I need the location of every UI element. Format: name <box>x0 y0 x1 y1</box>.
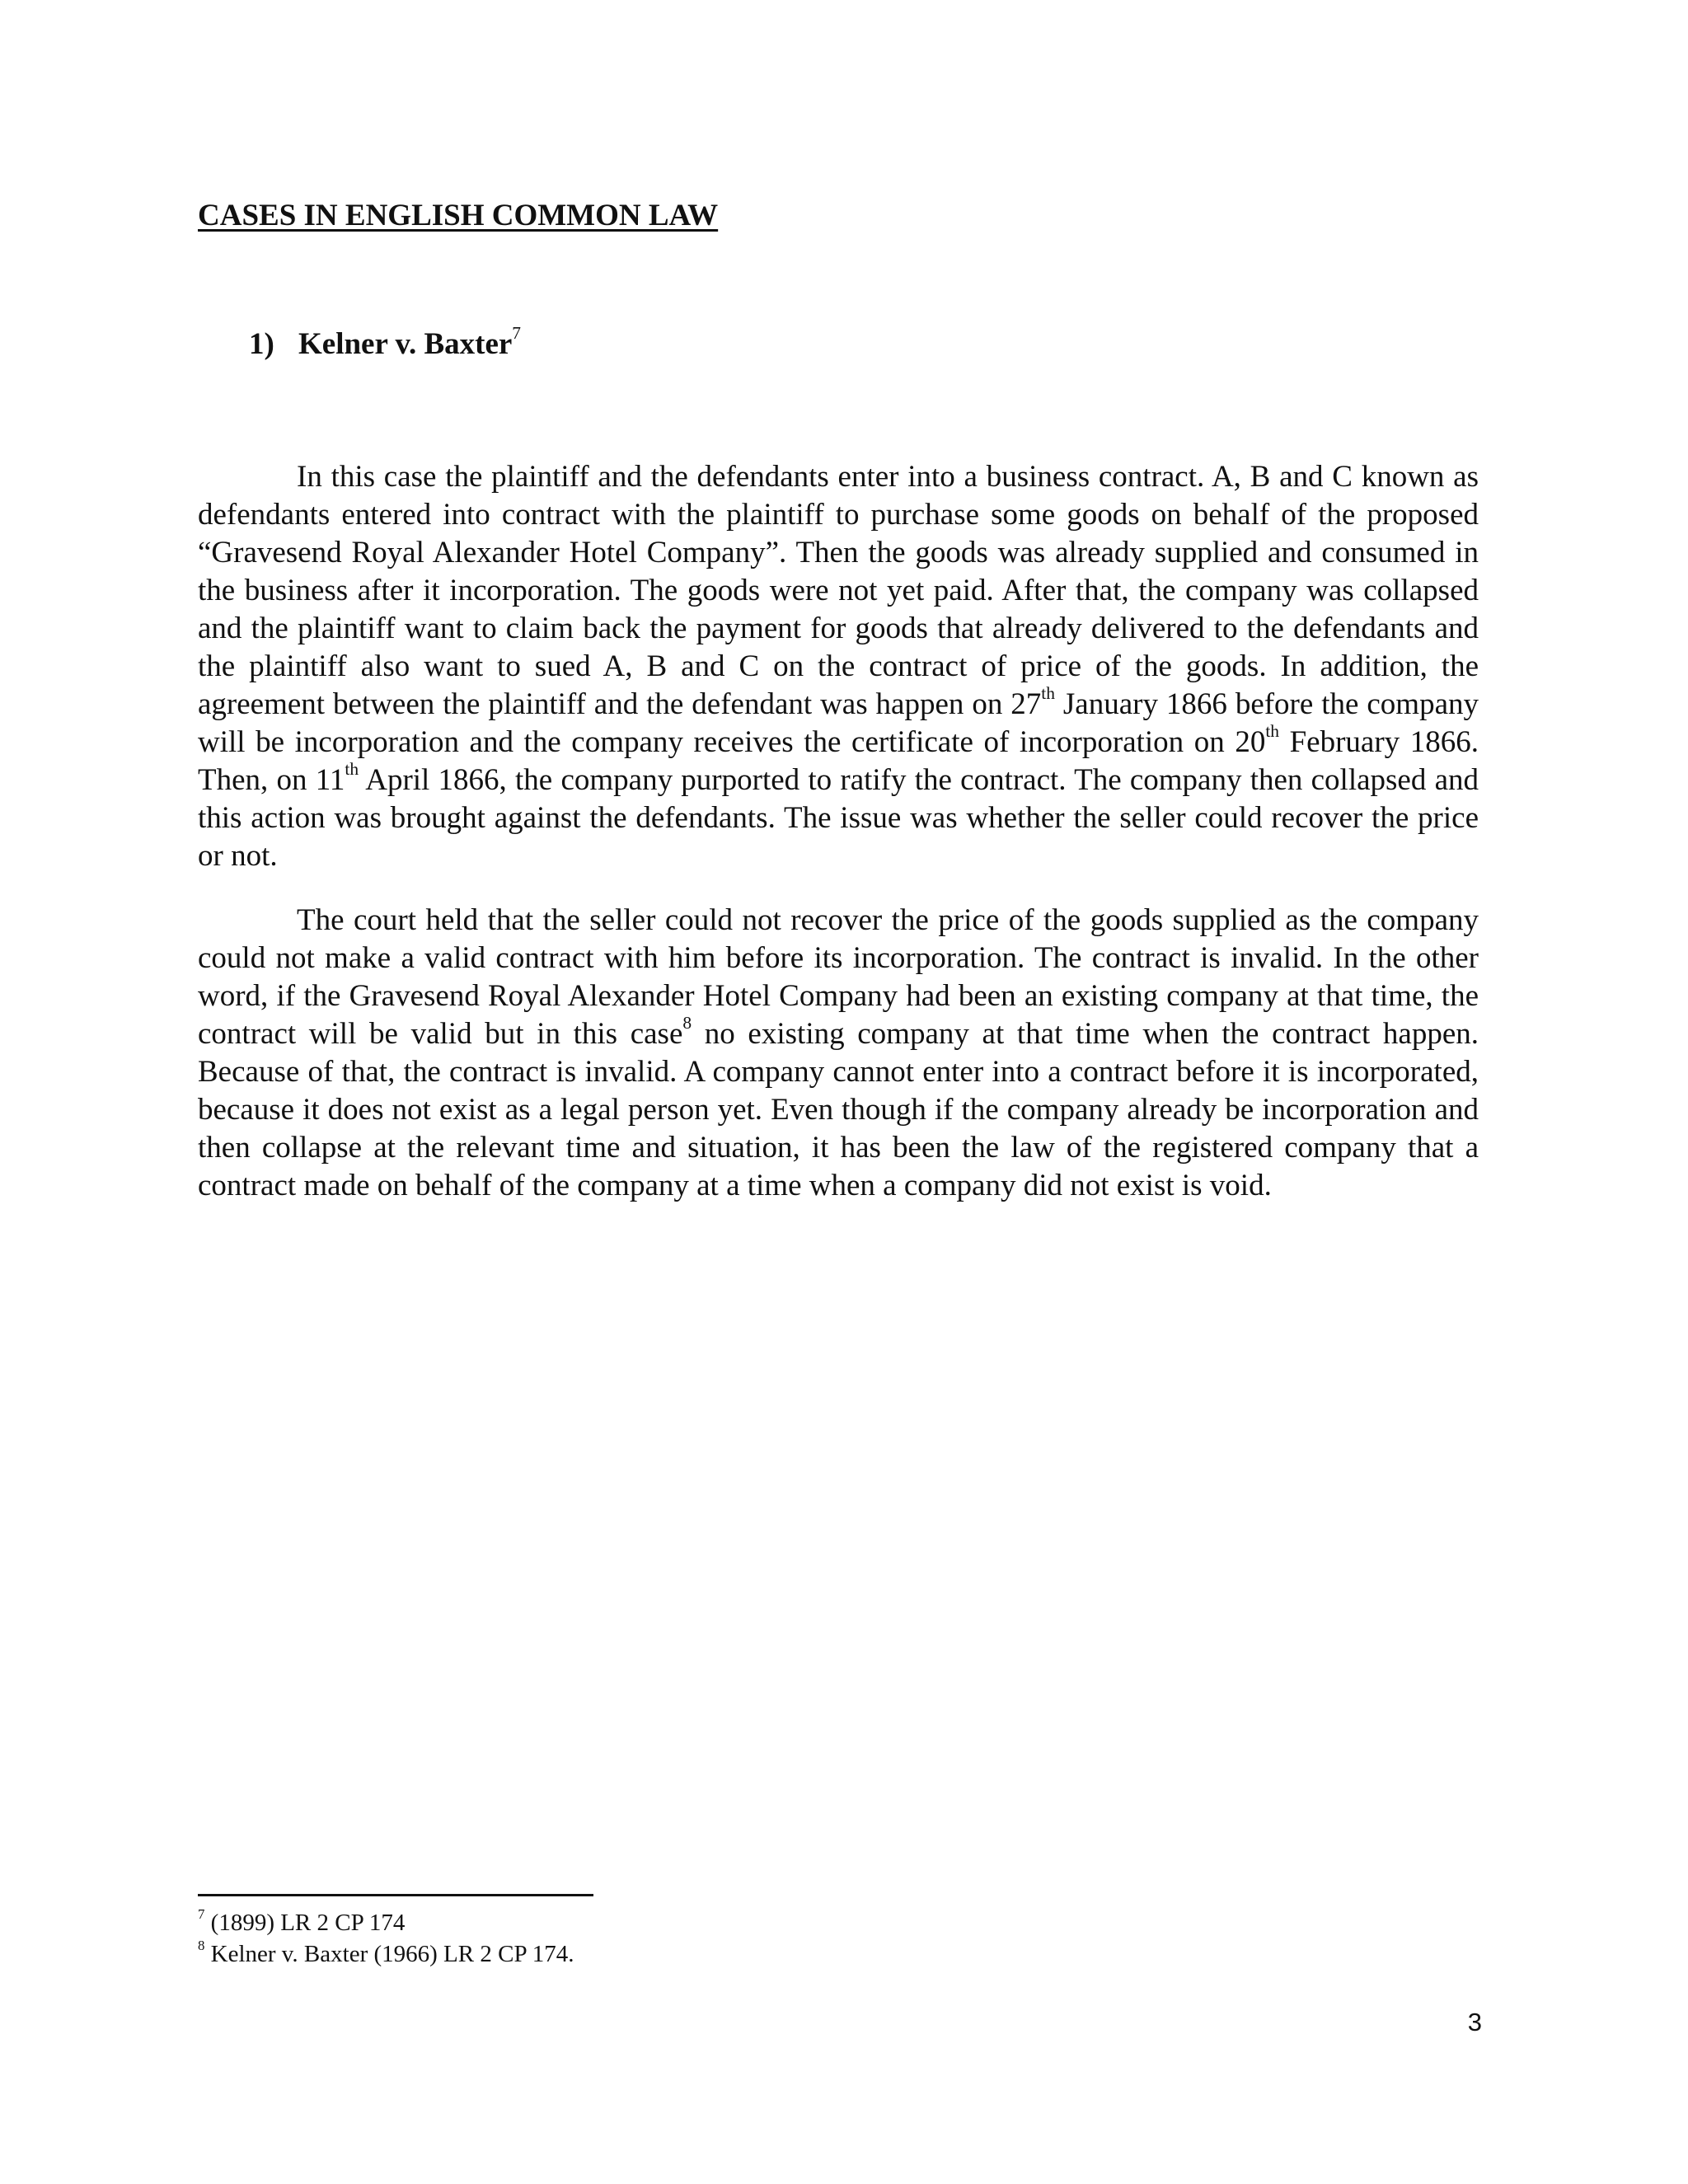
footnote-mark: 7 <box>198 1905 205 1922</box>
page-number: 3 <box>1467 2008 1482 2036</box>
footnote-ref-7: 7 <box>512 323 522 344</box>
footnote-7 <box>198 1905 406 1937</box>
ordinal-suffix: th <box>1041 683 1055 704</box>
footnote-mark: 8 <box>198 1937 205 1953</box>
case-number: 1) <box>249 327 274 361</box>
paragraph-text: January 1866 before the company will be incorporation and the company receives the certificate of incorporation on 20 <box>198 687 1479 759</box>
case-heading <box>249 323 522 362</box>
section-title: CASES IN ENGLISH COMMON LAW <box>198 199 719 232</box>
footnote-separator <box>198 1894 593 1896</box>
ordinal-suffix: th <box>1265 721 1280 742</box>
paragraph-text: February 1866. Then, on 11 <box>198 725 1479 797</box>
footnote-8 <box>198 1937 574 1968</box>
case-facts-paragraph <box>198 458 1479 875</box>
court-holding-paragraph <box>198 902 1479 1205</box>
ordinal-suffix: th <box>345 759 359 780</box>
paragraph-text: no existing company at that time when the contract happen. Because of that, the contract is invalid. A company cannot enter into a contract before it is incorporated, because it does not exist as a legal person yet. Even though if the company already be incorporation and then collapse at the relevant time and situation, it has been the law of the registered company that a contract made on behalf of the company at a time when a company did not exist is void. <box>198 1017 1479 1202</box>
footnote-ref-8: 8 <box>682 1013 692 1033</box>
footnote-text: (1899) LR 2 CP 174 <box>204 1910 406 1936</box>
footnote-text: Kelner v. Baxter (1966) LR 2 CP 174. <box>204 1941 574 1967</box>
case-title: Kelner v. Baxter <box>298 327 513 361</box>
paragraph-text: The court held that the seller could not recover the price of the goods supplied as the company could not make a valid contract with him before its incorporation. The contract is invalid. In the other word, if the Gravesend Royal Alexander Hotel Company had been an existing company at that time, the contract will be valid but in this case <box>198 903 1479 1051</box>
paragraph-text: In this case the plaintiff and the defendants enter into a business contract. A, B and C known as defendants entered into contract with the plaintiff to purchase some goods on behalf of the proposed “Gravesend Royal Alexander Hotel Company”. Then the goods was already supplied and consumed in the business after it incorporation. The goods were not yet paid. After that, the company was collapsed and the plaintiff want to claim back the payment for goods that already delivered to the defendants and the plaintiff also want to sued A, B and C on the contract of price of the goods. In addition, the agreement between the plaintiff and the defendant was happen on 27 <box>198 460 1479 721</box>
paragraph-text: April 1866, the company purported to ratify the contract. The company then collapsed and this action was brought against the defendants. The issue was whether the seller could recover the price or not. <box>198 763 1479 873</box>
